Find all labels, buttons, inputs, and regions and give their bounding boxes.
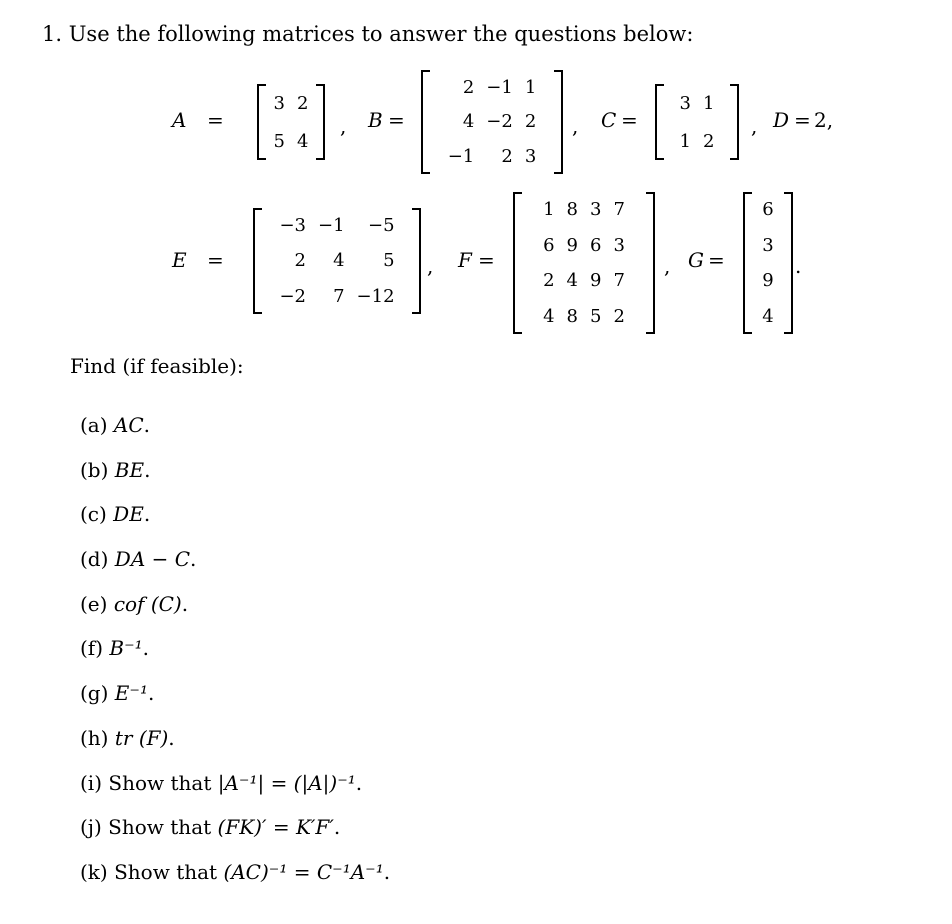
matrix-cell: 4 <box>462 111 475 133</box>
part-id: (j) <box>80 815 102 840</box>
matrix-cell: 3 <box>524 146 537 168</box>
matrix-f-comma: , <box>664 254 671 278</box>
matrix-c-comma: , <box>751 114 758 138</box>
part-suffix: . <box>355 770 363 795</box>
part-id: (a) <box>80 413 108 437</box>
matrix-a-label: A <box>172 108 187 132</box>
matrix-cell: 7 <box>333 285 345 307</box>
matrix-cell: −1 <box>486 76 513 98</box>
part-expression: (FK)′ = K′F′ <box>217 815 334 840</box>
matrix-row <box>674 84 721 122</box>
matrix-row <box>442 70 543 105</box>
part-suffix: . <box>144 457 151 482</box>
part-prefix: Show that <box>108 770 218 795</box>
matrix-cell: −5 <box>368 215 395 237</box>
matrix-cell: 1 <box>679 130 691 152</box>
matrix-b-table <box>442 70 543 174</box>
scalar-d-value: 2, <box>814 108 834 132</box>
matrix-cell: 2 <box>703 130 715 152</box>
part-expression: (AC)⁻¹ = C⁻¹A⁻¹ <box>223 859 384 884</box>
part-expression: |A⁻¹| = (|A|)⁻¹ <box>217 770 356 795</box>
part-id: (d) <box>80 547 109 572</box>
part-expression: tr (F) <box>114 725 169 750</box>
matrix-cell: 2 <box>524 111 537 133</box>
matrix-cell: 3 <box>762 234 774 256</box>
matrix-row <box>537 263 631 299</box>
matrix-b-comma: , <box>572 114 579 138</box>
matrix-cell: 4 <box>333 250 345 272</box>
matrix-c-label: C <box>601 108 617 132</box>
matrix-cell: 9 <box>566 234 578 256</box>
matrix-g-label: G <box>688 248 704 272</box>
part-expression: AC <box>113 413 144 437</box>
part-id: (b) <box>80 457 109 482</box>
matrix-cell: 2 <box>462 76 475 98</box>
part-prefix: Show that <box>108 815 218 840</box>
matrix-cell: 8 <box>566 305 578 327</box>
matrix-a <box>257 84 325 160</box>
part-item <box>80 542 390 587</box>
matrix-f-table <box>537 192 631 334</box>
matrix-b-equals: = <box>388 108 405 132</box>
matrix-cell: −2 <box>486 111 513 133</box>
matrix-cell: 2 <box>501 146 513 168</box>
part-item <box>80 855 390 900</box>
matrix-c-table <box>674 84 721 160</box>
matrix-f <box>513 192 655 334</box>
matrix-row <box>756 263 779 299</box>
parts-list <box>80 408 390 900</box>
part-suffix: . <box>143 502 151 527</box>
matrix-f-label: F <box>458 248 472 272</box>
matrix-cell: 2 <box>297 92 309 114</box>
matrix-cell: 6 <box>762 199 774 221</box>
matrix-row <box>537 299 631 335</box>
part-expression: BE <box>114 457 145 482</box>
matrix-cell: 2 <box>294 250 306 272</box>
matrix-c-equals: = <box>621 108 638 132</box>
part-item <box>80 497 390 542</box>
matrix-cell: 1 <box>543 199 555 221</box>
part-item <box>80 810 390 855</box>
matrix-cell: 2 <box>613 305 625 327</box>
matrix-e <box>253 208 421 314</box>
matrix-cell: 9 <box>590 270 602 292</box>
part-suffix: . <box>383 859 391 884</box>
matrix-cell: −3 <box>279 215 306 237</box>
question-heading <box>42 22 693 46</box>
matrix-cell: −1 <box>447 146 475 168</box>
matrix-cell: 9 <box>762 270 774 292</box>
part-item <box>80 453 390 498</box>
matrix-cell: 7 <box>613 270 625 292</box>
matrix-e-equals: = <box>207 248 224 272</box>
matrix-cell: 5 <box>590 305 602 327</box>
matrix-cell: −2 <box>279 285 306 307</box>
matrix-cell: 4 <box>297 130 309 152</box>
matrix-e-table <box>273 208 400 314</box>
matrix-cell: 3 <box>273 92 285 114</box>
matrix-row <box>756 228 779 264</box>
part-item <box>80 631 390 676</box>
part-expression: B⁻¹ <box>109 636 143 661</box>
matrix-cell: 3 <box>590 199 602 221</box>
matrix-cell: 3 <box>679 92 691 114</box>
part-id: (f) <box>80 636 104 661</box>
part-id: (k) <box>80 859 108 884</box>
part-id: (e) <box>80 591 108 616</box>
scalar-d-label: D <box>773 108 790 132</box>
matrix-cell: 8 <box>566 199 578 221</box>
matrix-cell: 1 <box>703 92 715 114</box>
part-suffix: . <box>142 636 150 661</box>
part-id: (c) <box>80 502 107 527</box>
part-item <box>80 676 390 721</box>
matrix-row <box>273 279 400 314</box>
matrix-b-label: B <box>368 108 383 132</box>
matrix-row <box>756 299 779 335</box>
matrix-e-comma: , <box>427 254 434 278</box>
part-expression: DE <box>113 502 144 527</box>
scalar-d-equals: = <box>794 108 811 132</box>
find-label: Find (if feasible): <box>70 354 244 378</box>
part-item <box>80 587 390 632</box>
matrix-row <box>674 122 721 160</box>
matrix-a-equals: = <box>207 108 224 132</box>
matrix-cell: 5 <box>383 250 395 272</box>
matrix-row <box>273 208 400 243</box>
matrix-g-period: . <box>795 254 802 278</box>
matrix-cell: 7 <box>613 199 625 221</box>
matrix-cell: 4 <box>762 305 774 327</box>
part-suffix: . <box>181 591 189 616</box>
matrix-a-comma: , <box>340 114 347 138</box>
matrix-cell: 1 <box>524 76 537 98</box>
part-suffix: . <box>190 547 197 572</box>
part-expression: cof (C) <box>113 591 182 616</box>
matrix-cell: 3 <box>613 234 625 256</box>
matrix-cell: −12 <box>356 285 395 307</box>
part-id: (i) <box>80 770 103 795</box>
matrix-cell: 6 <box>590 234 602 256</box>
matrix-a-table <box>268 84 315 160</box>
part-suffix: . <box>147 681 155 706</box>
part-suffix: . <box>333 815 341 840</box>
matrix-cell: 6 <box>543 234 555 256</box>
matrix-cell: 2 <box>543 270 555 292</box>
matrix-g-table <box>756 192 779 334</box>
part-item <box>80 721 390 766</box>
matrix-cell: −1 <box>318 215 345 237</box>
matrix-row <box>537 228 631 264</box>
part-id: (h) <box>80 725 109 750</box>
question-number: 1. <box>42 22 63 46</box>
part-suffix: . <box>168 725 175 750</box>
matrix-g <box>743 192 793 334</box>
matrix-e-label: E <box>172 248 187 272</box>
matrix-cell: 4 <box>543 305 555 327</box>
matrix-c <box>655 84 739 160</box>
matrix-b <box>421 70 563 174</box>
part-suffix: . <box>143 413 150 437</box>
matrix-row <box>268 122 315 160</box>
part-item <box>80 766 390 811</box>
matrix-row <box>273 243 400 278</box>
matrix-cell: 5 <box>273 130 285 152</box>
matrix-g-equals: = <box>708 248 725 272</box>
matrix-row <box>268 84 315 122</box>
matrix-row <box>442 139 543 174</box>
matrix-row <box>756 192 779 228</box>
part-expression: E⁻¹ <box>114 681 148 706</box>
matrix-row <box>537 192 631 228</box>
matrix-row <box>442 105 543 140</box>
question-text: Use the following matrices to answer the questions below: <box>68 22 694 46</box>
part-expression: DA − C <box>114 547 191 572</box>
matrix-f-equals: = <box>478 248 495 272</box>
matrix-cell: 4 <box>566 270 578 292</box>
part-id: (g) <box>80 681 109 706</box>
part-prefix: Show that <box>114 859 224 884</box>
part-item <box>80 408 390 453</box>
